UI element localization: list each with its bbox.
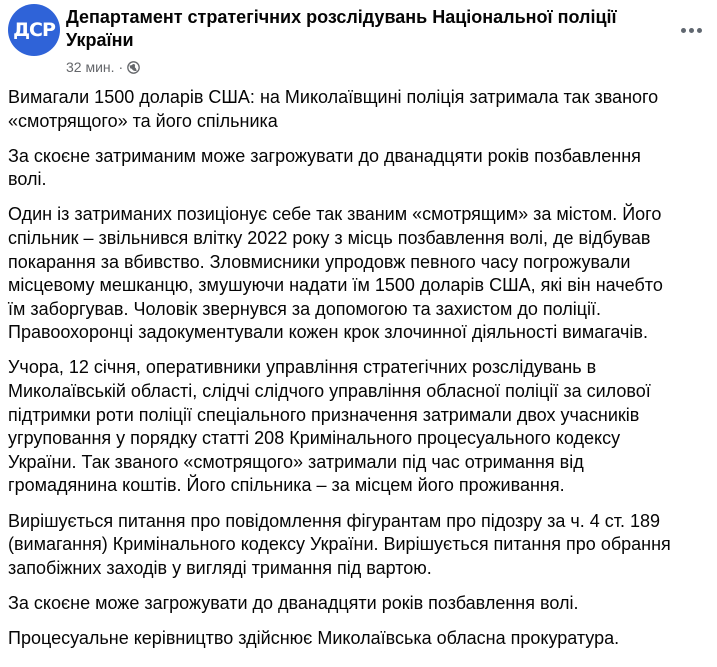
- post-paragraph: За скоєне може загрожувати до дванадцяти років позбавлення волі.: [8, 592, 579, 613]
- post-paragraph: Процесуальне керівництво здійснює Миколаївська обласна прокуратура.: [8, 627, 620, 648]
- meta-separator: ·: [118, 59, 124, 75]
- post-timestamp[interactable]: 32 мин.: [66, 59, 115, 75]
- post-paragraph: Учора, 12 січня, оперативники управління стратегічних розслідувань в Миколаївській області, слідчі слідчого управління обласної поліції за силової підтримки роти поліції спеціального призначення затримали двох учасників угруповання у порядку статті 208 Кримінального процесуального кодексу України. Так званого «смотрящого» затримали під час отримання від громадянина коштів. Його спільника – за місцем його проживання.: [8, 357, 651, 496]
- page-avatar[interactable]: [8, 4, 60, 56]
- post-paragraph: Один із затриманих позиціонує себе так званим «смотрящим» за містом. Його спільник – звільнився влітку 2022 року з місць позбавлення волі, де відбував покарання за вбивство. Зловмисники упродовж певного часу погрожували місцевому мешканцю, змушуючи надати їм 1500 доларів США, які він начебто їм заборгував. Чоловік звернувся за допомогою та захистом до поліції. Правоохоронці задокументували кожен крок злочинної діяльності вимагачів.: [8, 204, 663, 343]
- post-body: [8, 86, 708, 662]
- post-paragraph-headline: Вимагали 1500 доларів США: на Миколаївщині поліція затримала так званого «смотрящого» та його спільника: [8, 87, 659, 131]
- ellipsis-dot: [697, 28, 702, 33]
- globe-icon[interactable]: [127, 61, 140, 74]
- post-header: [8, 4, 708, 80]
- avatar-logo-text: ДСР: [13, 19, 55, 41]
- ellipsis-dot: [689, 28, 694, 33]
- post-meta: [66, 59, 140, 75]
- post-paragraph: За скоєне затриманим може загрожувати до дванадцяти років позбавлення волі.: [8, 145, 641, 190]
- page-name-link[interactable]: Департамент стратегічних розслідувань Національної поліції України: [66, 7, 617, 50]
- post-paragraph: Вирішується питання про повідомлення фігурантам про підозру за ч. 4 ст. 189 (вимагання) Кримінального кодексу України. Вирішується питання про обрання запобіжних заходів у вигляді тримання під вартою.: [8, 510, 671, 578]
- more-options-button[interactable]: [674, 18, 708, 42]
- ellipsis-dot: [681, 28, 686, 33]
